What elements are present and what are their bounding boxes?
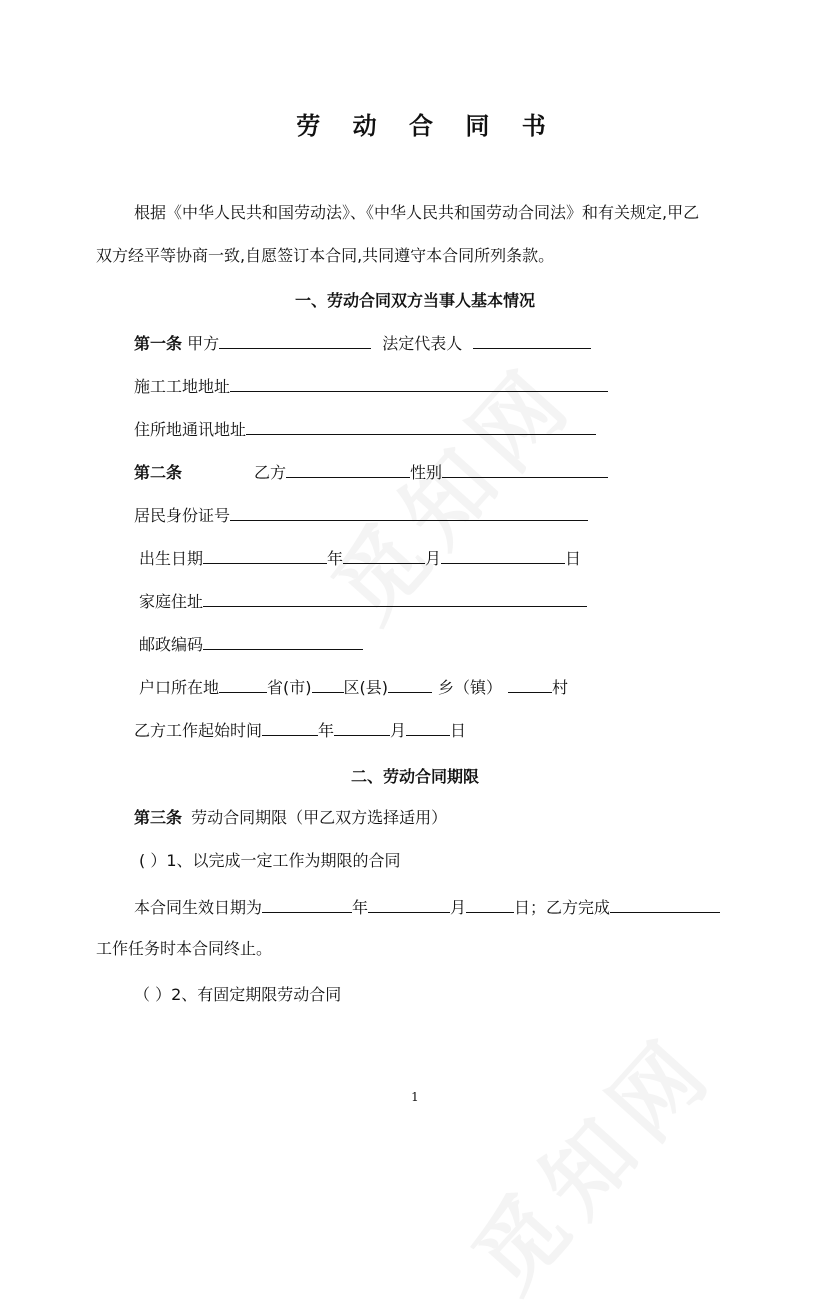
village-label: 村 bbox=[552, 678, 569, 697]
start-day-field[interactable] bbox=[406, 718, 450, 736]
start-year-field[interactable] bbox=[262, 718, 318, 736]
site-address-label: 施工工地地址 bbox=[134, 377, 231, 396]
effective-year-field[interactable] bbox=[262, 895, 352, 913]
start-time-label: 乙方工作起始时间 bbox=[134, 721, 263, 740]
township-label: 乡（镇） bbox=[438, 678, 503, 697]
start-day-label: 日 bbox=[450, 721, 467, 740]
article-1-row bbox=[134, 331, 591, 355]
month-label: 月 bbox=[425, 549, 442, 568]
party-b-field[interactable] bbox=[286, 460, 410, 478]
article-3-text: 劳动合同期限（甲乙双方选择适用） bbox=[191, 808, 448, 827]
postal-code-row bbox=[139, 632, 363, 656]
start-month-field[interactable] bbox=[334, 718, 390, 736]
postal-code-field[interactable] bbox=[203, 632, 363, 650]
id-number-field[interactable] bbox=[230, 503, 588, 521]
birth-date-label: 出生日期 bbox=[139, 549, 204, 568]
watermark-bottom bbox=[440, 1003, 738, 1314]
effective-date-row bbox=[134, 895, 720, 919]
hukou-district-field[interactable] bbox=[312, 675, 344, 693]
option-1: ( ）1、以完成一定工作为期限的合同 bbox=[139, 851, 401, 870]
id-number-label: 居民身份证号 bbox=[134, 506, 231, 525]
residence-address-row bbox=[134, 417, 596, 441]
birth-date-row bbox=[139, 546, 581, 570]
gender-label: 性别 bbox=[410, 463, 443, 482]
hukou-label: 户口所在地 bbox=[139, 678, 220, 697]
option-2: （ ）2、有固定期限劳动合同 bbox=[134, 985, 342, 1004]
district-label: 区(县) bbox=[343, 678, 389, 697]
page-number: 1 bbox=[411, 1090, 419, 1104]
hukou-province-field[interactable] bbox=[219, 675, 267, 693]
residence-address-label: 住所地通讯地址 bbox=[134, 420, 247, 439]
effective-month-label: 月 bbox=[450, 898, 467, 917]
effective-day-field[interactable] bbox=[466, 895, 514, 913]
article-2-row bbox=[134, 460, 608, 484]
intro-line-2: 双方经平等协商一致,自愿签订本合同,共同遵守本合同所列条款。 bbox=[96, 246, 555, 265]
home-address-field[interactable] bbox=[203, 589, 587, 607]
hukou-township-field[interactable] bbox=[388, 675, 432, 693]
site-address-field[interactable] bbox=[230, 374, 608, 392]
birth-month-field[interactable] bbox=[343, 546, 425, 564]
article-2-label: 第二条 bbox=[134, 463, 183, 482]
party-a-field[interactable] bbox=[219, 331, 371, 349]
effective-date-label: 本合同生效日期为 bbox=[134, 898, 263, 917]
party-a-label: 甲方 bbox=[187, 334, 220, 353]
article-3-label: 第三条 bbox=[134, 808, 183, 827]
section-2-heading: 二、劳动合同期限 bbox=[350, 767, 479, 786]
task-end-line: 工作任务时本合同终止。 bbox=[96, 939, 273, 958]
site-address-row bbox=[134, 374, 608, 398]
hukou-village-field[interactable] bbox=[508, 675, 552, 693]
article-3-row bbox=[134, 807, 447, 829]
birth-day-field[interactable] bbox=[441, 546, 565, 564]
residence-address-field[interactable] bbox=[246, 417, 596, 435]
party-b-label: 乙方 bbox=[254, 463, 287, 482]
article-1-label: 第一条 bbox=[134, 334, 183, 353]
id-number-row bbox=[134, 503, 588, 527]
section-1-heading: 一、劳动合同双方当事人基本情况 bbox=[294, 291, 535, 310]
start-month-label: 月 bbox=[390, 721, 407, 740]
legal-rep-field[interactable] bbox=[473, 331, 591, 349]
year-label: 年 bbox=[327, 549, 344, 568]
province-label: 省(市) bbox=[267, 678, 312, 697]
task-field[interactable] bbox=[610, 895, 720, 913]
start-time-row bbox=[134, 718, 466, 742]
start-year-label: 年 bbox=[318, 721, 335, 740]
day-label: 日 bbox=[565, 549, 582, 568]
intro-line-1: 根据《中华人民共和国劳动法》、《中华人民共和国劳动合同法》和有关规定,甲乙 bbox=[134, 203, 700, 222]
birth-year-field[interactable] bbox=[203, 546, 327, 564]
day-complete-label: 日；乙方完成 bbox=[514, 898, 611, 917]
document-title: 劳 动 合 同 书 bbox=[296, 112, 558, 140]
home-address-row bbox=[139, 589, 587, 613]
hukou-row bbox=[139, 675, 568, 699]
legal-rep-label: 法定代表人 bbox=[382, 334, 463, 353]
home-address-label: 家庭住址 bbox=[139, 592, 204, 611]
effective-month-field[interactable] bbox=[368, 895, 450, 913]
gender-field[interactable] bbox=[442, 460, 608, 478]
postal-code-label: 邮政编码 bbox=[139, 635, 204, 654]
effective-year-label: 年 bbox=[352, 898, 369, 917]
